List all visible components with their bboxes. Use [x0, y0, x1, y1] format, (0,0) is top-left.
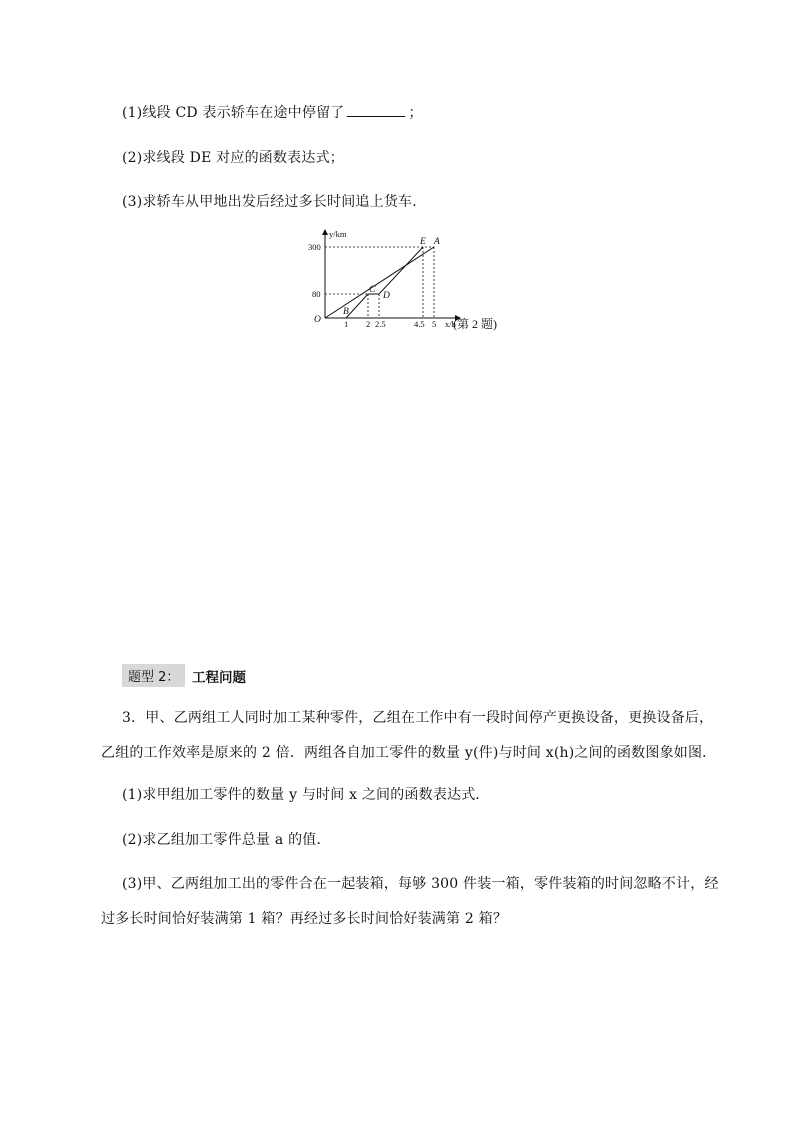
point-c-label: C — [369, 285, 376, 295]
distance-time-graph — [303, 228, 533, 338]
origin-label: O — [314, 315, 321, 325]
q3-line1: 3．甲、乙两组工人同时加工某种零件，乙组在工作中有一段时间停产更换设备，更换设备后， — [122, 710, 714, 726]
q2-part1-text: (1)线段 CD 表示轿车在途中停留了 — [122, 105, 345, 121]
section-title: 工程问题 — [192, 670, 246, 686]
q3-line2: 乙组的工作效率是原来的 2 倍．两组各自加工零件的数量 y(件)与时间 x(h)之间的函数图象如图． — [101, 745, 717, 761]
x-tick-4-5: 4.5 — [414, 319, 425, 329]
x-tick-5: 5 — [432, 319, 437, 329]
x-tick-2-5: 2.5 — [375, 319, 386, 329]
x-tick-2: 2 — [366, 319, 371, 329]
x-axis-label: x/h — [445, 319, 456, 329]
q3-part2: (2)求乙组加工零件总量 a 的值． — [122, 832, 331, 848]
q3-part1: (1)求甲组加工零件的数量 y 与时间 x 之间的函数表达式． — [122, 787, 490, 803]
section-badge: 题型 2： — [122, 664, 185, 687]
y-tick-300: 300 — [308, 242, 321, 252]
q3-part3-line1: (3)甲、乙两组加工出的零件合在一起装箱，每够 300 件装一箱，零件装箱的时间忽略不计，经 — [122, 876, 719, 892]
y-tick-80: 80 — [312, 289, 321, 299]
car-line-BCDE — [346, 247, 423, 318]
q2-part1-end: ； — [408, 105, 423, 121]
q3-part3-line2: 过多长时间恰好装满第 1 箱？再经过多长时间恰好装满第 2 箱？ — [101, 911, 508, 927]
point-d-label: D — [383, 291, 390, 301]
q2-part2: (2)求线段 DE 对应的函数表达式； — [122, 150, 344, 166]
q2-part1 — [122, 102, 423, 122]
y-axis-label: y/km — [329, 229, 347, 239]
truck-line-OA — [325, 247, 434, 318]
answer-blank[interactable] — [347, 104, 405, 117]
point-e-label: E — [420, 237, 426, 247]
q2-part3: (3)求轿车从甲地出发后经过多长时间追上货车． — [122, 194, 427, 210]
x-tick-1: 1 — [344, 319, 349, 329]
figure-caption: (第 2 题) — [453, 317, 497, 331]
point-b-label: B — [343, 307, 349, 317]
point-a-label: A — [434, 237, 440, 247]
y-axis-arrow — [322, 229, 328, 235]
